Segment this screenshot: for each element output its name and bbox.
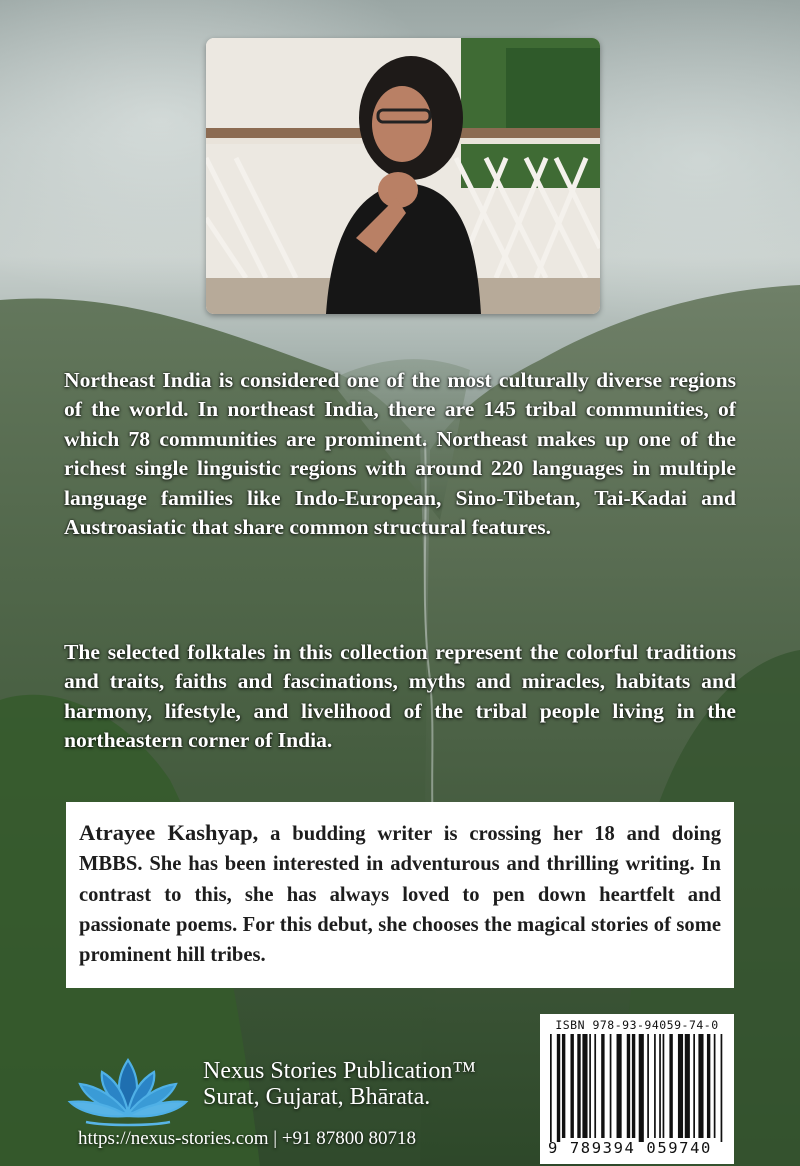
barcode-bars [548,1032,726,1142]
barcode-bar [582,1034,587,1138]
barcode-bar [632,1034,635,1138]
author-photo [206,38,600,314]
blurb-paragraph-1: Northeast India is considered one of the most culturally diverse regions of the world. In northeast India, there are 145 tribal communities, of which 78 communities are prominent. Northeast makes up one of the richest single linguistic regions with around 220 languages in multiple language families like Indo-European, Sino-Tibetan, Tai-Kadai and Austroasiatic that share common structural features. [64,368,736,540]
barcode-bar [627,1034,630,1138]
barcode-bar [714,1034,716,1138]
barcode-bar [647,1034,649,1138]
blurb-paragraph-2: The selected folktales in this collection represent the colorful traditions and traits, faiths and fascinations, myths and miracles, habitats and harmony, lifestyle, and livelihood of the tribal people living in the northeastern corner of India. [64,640,736,753]
lotus-icon [66,1050,190,1130]
author-bio-box [66,802,734,988]
publisher-location: Surat, Gujarat, Bhārata. [203,1084,431,1110]
author-bio: a budding writer is crossing her 18 and doing MBBS. She has been interested in adventurous and thrilling writing. In contrast to this, she has always loved to pen down heartfelt and passionate poems. For this debut, she chooses the magical stories of some prominent hill tribes. [79,823,721,967]
ean-digits: 9 789394 059740 [548,1139,712,1157]
barcode-bar [698,1034,703,1138]
barcode-bar [589,1034,591,1138]
author-name: Atrayee Kashyap, [79,820,259,845]
barcode-bar [685,1034,690,1138]
publisher-info [203,1058,476,1110]
barcode-bar [594,1034,596,1138]
barcode-bar [678,1034,683,1138]
barcode-bar [570,1034,573,1138]
author-portrait-image [206,38,600,314]
barcode-bar [557,1034,560,1142]
barcode-bar [617,1034,622,1138]
barcode-bar [562,1034,565,1138]
barcode-bar [654,1034,656,1138]
barcode-bar [577,1034,580,1138]
barcode-bar [601,1034,604,1138]
barcode-bar [707,1034,710,1138]
isbn-barcode-box [540,1014,734,1164]
publisher-contact[interactable]: https://nexus-stories.com | +91 87800 80718 [78,1128,417,1149]
barcode-bar [639,1034,644,1142]
isbn-label: ISBN 978-93-94059-74-0 [555,1018,719,1032]
barcode-bar [721,1034,723,1142]
barcode-bar [659,1034,661,1138]
publisher-name: Nexus Stories Publication™ [203,1058,476,1084]
barcode-bar [550,1034,552,1142]
barcode-bar [610,1034,612,1138]
barcode-bar [669,1034,672,1138]
barcode-bar [693,1034,695,1138]
barcode-bar [663,1034,665,1138]
